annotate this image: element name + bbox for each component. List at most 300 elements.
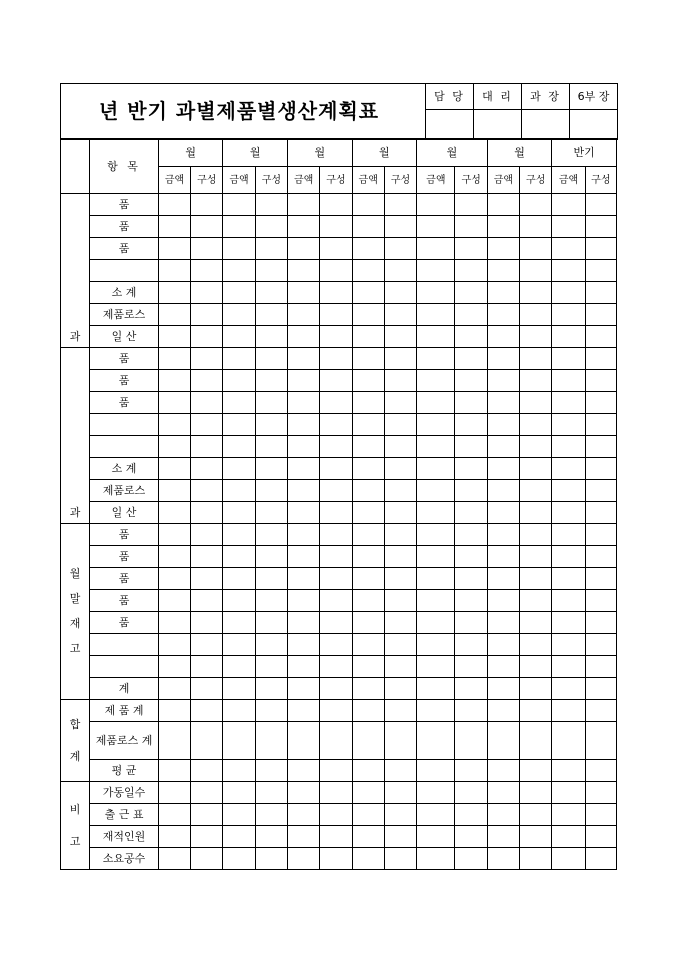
value-cell[interactable] bbox=[288, 590, 320, 612]
value-cell[interactable] bbox=[158, 634, 190, 656]
value-cell[interactable] bbox=[288, 216, 320, 238]
value-cell[interactable] bbox=[585, 436, 616, 458]
value-cell[interactable] bbox=[288, 392, 320, 414]
value-cell[interactable] bbox=[417, 480, 455, 502]
value-cell[interactable] bbox=[384, 282, 416, 304]
value-cell[interactable] bbox=[320, 194, 352, 216]
value-cell[interactable] bbox=[352, 282, 384, 304]
value-cell[interactable] bbox=[455, 392, 487, 414]
value-cell[interactable] bbox=[417, 590, 455, 612]
value-cell[interactable] bbox=[384, 414, 416, 436]
value-cell[interactable] bbox=[384, 216, 416, 238]
value-cell[interactable] bbox=[191, 370, 223, 392]
value-cell[interactable] bbox=[417, 326, 455, 348]
value-cell[interactable] bbox=[455, 414, 487, 436]
value-cell[interactable] bbox=[288, 414, 320, 436]
value-cell[interactable] bbox=[223, 568, 255, 590]
value-cell[interactable] bbox=[585, 782, 616, 804]
value-cell[interactable] bbox=[320, 590, 352, 612]
value-cell[interactable] bbox=[455, 568, 487, 590]
value-cell[interactable] bbox=[585, 722, 616, 760]
value-cell[interactable] bbox=[520, 326, 552, 348]
value-cell[interactable] bbox=[455, 282, 487, 304]
value-cell[interactable] bbox=[191, 348, 223, 370]
value-cell[interactable] bbox=[288, 634, 320, 656]
value-cell[interactable] bbox=[223, 480, 255, 502]
value-cell[interactable] bbox=[320, 524, 352, 546]
value-cell[interactable] bbox=[352, 392, 384, 414]
approval-sign-box[interactable] bbox=[426, 110, 474, 140]
value-cell[interactable] bbox=[223, 194, 255, 216]
value-cell[interactable] bbox=[158, 612, 190, 634]
value-cell[interactable] bbox=[223, 804, 255, 826]
value-cell[interactable] bbox=[487, 590, 519, 612]
value-cell[interactable] bbox=[191, 634, 223, 656]
value-cell[interactable] bbox=[552, 282, 585, 304]
value-cell[interactable] bbox=[158, 282, 190, 304]
value-cell[interactable] bbox=[158, 326, 190, 348]
value-cell[interactable] bbox=[352, 760, 384, 782]
value-cell[interactable] bbox=[520, 370, 552, 392]
value-cell[interactable] bbox=[352, 700, 384, 722]
value-cell[interactable] bbox=[417, 194, 455, 216]
value-cell[interactable] bbox=[352, 304, 384, 326]
value-cell[interactable] bbox=[158, 414, 190, 436]
value-cell[interactable] bbox=[585, 326, 616, 348]
value-cell[interactable] bbox=[487, 804, 519, 826]
value-cell[interactable] bbox=[320, 656, 352, 678]
value-cell[interactable] bbox=[520, 760, 552, 782]
value-cell[interactable] bbox=[158, 458, 190, 480]
value-cell[interactable] bbox=[191, 700, 223, 722]
value-cell[interactable] bbox=[384, 568, 416, 590]
value-cell[interactable] bbox=[255, 678, 287, 700]
value-cell[interactable] bbox=[158, 216, 190, 238]
value-cell[interactable] bbox=[585, 480, 616, 502]
value-cell[interactable] bbox=[255, 804, 287, 826]
value-cell[interactable] bbox=[255, 194, 287, 216]
value-cell[interactable] bbox=[352, 348, 384, 370]
value-cell[interactable] bbox=[585, 678, 616, 700]
value-cell[interactable] bbox=[520, 656, 552, 678]
value-cell[interactable] bbox=[487, 722, 519, 760]
value-cell[interactable] bbox=[320, 326, 352, 348]
value-cell[interactable] bbox=[455, 502, 487, 524]
value-cell[interactable] bbox=[520, 568, 552, 590]
value-cell[interactable] bbox=[552, 194, 585, 216]
value-cell[interactable] bbox=[223, 370, 255, 392]
value-cell[interactable] bbox=[552, 634, 585, 656]
value-cell[interactable] bbox=[255, 782, 287, 804]
value-cell[interactable] bbox=[223, 282, 255, 304]
value-cell[interactable] bbox=[255, 546, 287, 568]
value-cell[interactable] bbox=[288, 304, 320, 326]
value-cell[interactable] bbox=[191, 260, 223, 282]
value-cell[interactable] bbox=[552, 370, 585, 392]
value-cell[interactable] bbox=[552, 326, 585, 348]
value-cell[interactable] bbox=[455, 260, 487, 282]
value-cell[interactable] bbox=[158, 392, 190, 414]
value-cell[interactable] bbox=[552, 546, 585, 568]
value-cell[interactable] bbox=[455, 612, 487, 634]
value-cell[interactable] bbox=[158, 782, 190, 804]
value-cell[interactable] bbox=[585, 804, 616, 826]
value-cell[interactable] bbox=[384, 782, 416, 804]
value-cell[interactable] bbox=[552, 848, 585, 870]
value-cell[interactable] bbox=[191, 392, 223, 414]
value-cell[interactable] bbox=[585, 194, 616, 216]
value-cell[interactable] bbox=[520, 590, 552, 612]
value-cell[interactable] bbox=[384, 678, 416, 700]
value-cell[interactable] bbox=[585, 568, 616, 590]
value-cell[interactable] bbox=[417, 656, 455, 678]
value-cell[interactable] bbox=[552, 804, 585, 826]
value-cell[interactable] bbox=[320, 546, 352, 568]
value-cell[interactable] bbox=[585, 370, 616, 392]
value-cell[interactable] bbox=[191, 304, 223, 326]
value-cell[interactable] bbox=[352, 848, 384, 870]
value-cell[interactable] bbox=[585, 458, 616, 480]
value-cell[interactable] bbox=[520, 502, 552, 524]
value-cell[interactable] bbox=[417, 458, 455, 480]
value-cell[interactable] bbox=[384, 304, 416, 326]
value-cell[interactable] bbox=[384, 392, 416, 414]
value-cell[interactable] bbox=[158, 502, 190, 524]
value-cell[interactable] bbox=[487, 568, 519, 590]
value-cell[interactable] bbox=[288, 656, 320, 678]
value-cell[interactable] bbox=[585, 414, 616, 436]
value-cell[interactable] bbox=[352, 612, 384, 634]
value-cell[interactable] bbox=[487, 546, 519, 568]
value-cell[interactable] bbox=[384, 326, 416, 348]
value-cell[interactable] bbox=[352, 524, 384, 546]
value-cell[interactable] bbox=[191, 760, 223, 782]
value-cell[interactable] bbox=[255, 760, 287, 782]
value-cell[interactable] bbox=[520, 782, 552, 804]
value-cell[interactable] bbox=[384, 194, 416, 216]
value-cell[interactable] bbox=[255, 722, 287, 760]
value-cell[interactable] bbox=[255, 304, 287, 326]
value-cell[interactable] bbox=[417, 524, 455, 546]
value-cell[interactable] bbox=[223, 392, 255, 414]
value-cell[interactable] bbox=[352, 370, 384, 392]
value-cell[interactable] bbox=[320, 760, 352, 782]
value-cell[interactable] bbox=[520, 612, 552, 634]
value-cell[interactable] bbox=[552, 348, 585, 370]
value-cell[interactable] bbox=[520, 458, 552, 480]
value-cell[interactable] bbox=[288, 782, 320, 804]
approval-sign-box[interactable] bbox=[474, 110, 522, 140]
value-cell[interactable] bbox=[191, 782, 223, 804]
value-cell[interactable] bbox=[417, 304, 455, 326]
value-cell[interactable] bbox=[384, 260, 416, 282]
value-cell[interactable] bbox=[223, 634, 255, 656]
value-cell[interactable] bbox=[487, 760, 519, 782]
value-cell[interactable] bbox=[320, 782, 352, 804]
value-cell[interactable] bbox=[552, 260, 585, 282]
value-cell[interactable] bbox=[288, 826, 320, 848]
value-cell[interactable] bbox=[320, 722, 352, 760]
value-cell[interactable] bbox=[158, 826, 190, 848]
value-cell[interactable] bbox=[255, 414, 287, 436]
value-cell[interactable] bbox=[552, 722, 585, 760]
value-cell[interactable] bbox=[417, 678, 455, 700]
value-cell[interactable] bbox=[320, 392, 352, 414]
value-cell[interactable] bbox=[585, 392, 616, 414]
value-cell[interactable] bbox=[585, 282, 616, 304]
value-cell[interactable] bbox=[552, 480, 585, 502]
value-cell[interactable] bbox=[417, 848, 455, 870]
value-cell[interactable] bbox=[552, 458, 585, 480]
value-cell[interactable] bbox=[487, 458, 519, 480]
value-cell[interactable] bbox=[384, 590, 416, 612]
value-cell[interactable] bbox=[288, 458, 320, 480]
value-cell[interactable] bbox=[255, 458, 287, 480]
value-cell[interactable] bbox=[417, 436, 455, 458]
value-cell[interactable] bbox=[255, 568, 287, 590]
value-cell[interactable] bbox=[585, 502, 616, 524]
value-cell[interactable] bbox=[552, 414, 585, 436]
value-cell[interactable] bbox=[455, 546, 487, 568]
value-cell[interactable] bbox=[520, 304, 552, 326]
value-cell[interactable] bbox=[384, 656, 416, 678]
value-cell[interactable] bbox=[585, 760, 616, 782]
value-cell[interactable] bbox=[487, 656, 519, 678]
value-cell[interactable] bbox=[288, 760, 320, 782]
value-cell[interactable] bbox=[455, 238, 487, 260]
value-cell[interactable] bbox=[158, 260, 190, 282]
value-cell[interactable] bbox=[320, 700, 352, 722]
value-cell[interactable] bbox=[552, 524, 585, 546]
value-cell[interactable] bbox=[552, 216, 585, 238]
value-cell[interactable] bbox=[552, 436, 585, 458]
value-cell[interactable] bbox=[487, 370, 519, 392]
value-cell[interactable] bbox=[520, 826, 552, 848]
value-cell[interactable] bbox=[487, 282, 519, 304]
value-cell[interactable] bbox=[384, 458, 416, 480]
value-cell[interactable] bbox=[288, 194, 320, 216]
value-cell[interactable] bbox=[352, 804, 384, 826]
value-cell[interactable] bbox=[455, 326, 487, 348]
value-cell[interactable] bbox=[288, 436, 320, 458]
value-cell[interactable] bbox=[158, 760, 190, 782]
value-cell[interactable] bbox=[255, 656, 287, 678]
value-cell[interactable] bbox=[320, 826, 352, 848]
value-cell[interactable] bbox=[288, 238, 320, 260]
value-cell[interactable] bbox=[191, 590, 223, 612]
value-cell[interactable] bbox=[158, 546, 190, 568]
value-cell[interactable] bbox=[384, 700, 416, 722]
value-cell[interactable] bbox=[384, 480, 416, 502]
value-cell[interactable] bbox=[487, 326, 519, 348]
value-cell[interactable] bbox=[320, 848, 352, 870]
value-cell[interactable] bbox=[520, 546, 552, 568]
value-cell[interactable] bbox=[384, 760, 416, 782]
value-cell[interactable] bbox=[487, 348, 519, 370]
value-cell[interactable] bbox=[417, 392, 455, 414]
value-cell[interactable] bbox=[288, 502, 320, 524]
value-cell[interactable] bbox=[352, 826, 384, 848]
value-cell[interactable] bbox=[158, 370, 190, 392]
value-cell[interactable] bbox=[417, 634, 455, 656]
value-cell[interactable] bbox=[417, 238, 455, 260]
value-cell[interactable] bbox=[455, 370, 487, 392]
value-cell[interactable] bbox=[455, 524, 487, 546]
value-cell[interactable] bbox=[520, 194, 552, 216]
value-cell[interactable] bbox=[255, 634, 287, 656]
value-cell[interactable] bbox=[417, 282, 455, 304]
value-cell[interactable] bbox=[520, 524, 552, 546]
value-cell[interactable] bbox=[255, 480, 287, 502]
value-cell[interactable] bbox=[288, 804, 320, 826]
value-cell[interactable] bbox=[255, 238, 287, 260]
value-cell[interactable] bbox=[288, 722, 320, 760]
value-cell[interactable] bbox=[191, 216, 223, 238]
value-cell[interactable] bbox=[487, 826, 519, 848]
value-cell[interactable] bbox=[191, 436, 223, 458]
value-cell[interactable] bbox=[520, 348, 552, 370]
value-cell[interactable] bbox=[191, 722, 223, 760]
value-cell[interactable] bbox=[585, 590, 616, 612]
value-cell[interactable] bbox=[288, 260, 320, 282]
value-cell[interactable] bbox=[552, 760, 585, 782]
value-cell[interactable] bbox=[585, 546, 616, 568]
value-cell[interactable] bbox=[552, 826, 585, 848]
value-cell[interactable] bbox=[288, 326, 320, 348]
value-cell[interactable] bbox=[384, 612, 416, 634]
value-cell[interactable] bbox=[320, 502, 352, 524]
value-cell[interactable] bbox=[158, 700, 190, 722]
value-cell[interactable] bbox=[255, 612, 287, 634]
value-cell[interactable] bbox=[352, 546, 384, 568]
value-cell[interactable] bbox=[223, 590, 255, 612]
value-cell[interactable] bbox=[384, 502, 416, 524]
value-cell[interactable] bbox=[223, 436, 255, 458]
value-cell[interactable] bbox=[158, 480, 190, 502]
value-cell[interactable] bbox=[320, 370, 352, 392]
value-cell[interactable] bbox=[352, 782, 384, 804]
value-cell[interactable] bbox=[455, 826, 487, 848]
value-cell[interactable] bbox=[320, 414, 352, 436]
value-cell[interactable] bbox=[520, 414, 552, 436]
value-cell[interactable] bbox=[191, 826, 223, 848]
value-cell[interactable] bbox=[158, 804, 190, 826]
value-cell[interactable] bbox=[455, 480, 487, 502]
value-cell[interactable] bbox=[255, 502, 287, 524]
value-cell[interactable] bbox=[552, 502, 585, 524]
value-cell[interactable] bbox=[352, 634, 384, 656]
value-cell[interactable] bbox=[487, 612, 519, 634]
value-cell[interactable] bbox=[487, 634, 519, 656]
value-cell[interactable] bbox=[158, 568, 190, 590]
value-cell[interactable] bbox=[191, 546, 223, 568]
value-cell[interactable] bbox=[223, 414, 255, 436]
value-cell[interactable] bbox=[455, 656, 487, 678]
value-cell[interactable] bbox=[455, 722, 487, 760]
value-cell[interactable] bbox=[158, 348, 190, 370]
value-cell[interactable] bbox=[288, 480, 320, 502]
value-cell[interactable] bbox=[520, 722, 552, 760]
value-cell[interactable] bbox=[417, 804, 455, 826]
value-cell[interactable] bbox=[223, 348, 255, 370]
value-cell[interactable] bbox=[585, 612, 616, 634]
value-cell[interactable] bbox=[320, 678, 352, 700]
value-cell[interactable] bbox=[255, 826, 287, 848]
value-cell[interactable] bbox=[455, 436, 487, 458]
value-cell[interactable] bbox=[552, 656, 585, 678]
value-cell[interactable] bbox=[585, 656, 616, 678]
value-cell[interactable] bbox=[320, 238, 352, 260]
value-cell[interactable] bbox=[487, 392, 519, 414]
value-cell[interactable] bbox=[255, 590, 287, 612]
value-cell[interactable] bbox=[191, 502, 223, 524]
value-cell[interactable] bbox=[352, 722, 384, 760]
value-cell[interactable] bbox=[384, 722, 416, 760]
value-cell[interactable] bbox=[223, 612, 255, 634]
value-cell[interactable] bbox=[191, 848, 223, 870]
value-cell[interactable] bbox=[520, 700, 552, 722]
value-cell[interactable] bbox=[352, 216, 384, 238]
value-cell[interactable] bbox=[520, 436, 552, 458]
value-cell[interactable] bbox=[320, 216, 352, 238]
value-cell[interactable] bbox=[320, 612, 352, 634]
value-cell[interactable] bbox=[223, 216, 255, 238]
value-cell[interactable] bbox=[352, 502, 384, 524]
value-cell[interactable] bbox=[223, 760, 255, 782]
value-cell[interactable] bbox=[158, 524, 190, 546]
value-cell[interactable] bbox=[191, 326, 223, 348]
value-cell[interactable] bbox=[223, 238, 255, 260]
value-cell[interactable] bbox=[288, 700, 320, 722]
value-cell[interactable] bbox=[417, 568, 455, 590]
value-cell[interactable] bbox=[191, 480, 223, 502]
value-cell[interactable] bbox=[417, 782, 455, 804]
value-cell[interactable] bbox=[455, 634, 487, 656]
value-cell[interactable] bbox=[320, 634, 352, 656]
value-cell[interactable] bbox=[384, 634, 416, 656]
value-cell[interactable] bbox=[585, 216, 616, 238]
value-cell[interactable] bbox=[585, 826, 616, 848]
value-cell[interactable] bbox=[455, 848, 487, 870]
value-cell[interactable] bbox=[158, 848, 190, 870]
value-cell[interactable] bbox=[158, 722, 190, 760]
value-cell[interactable] bbox=[255, 392, 287, 414]
value-cell[interactable] bbox=[455, 458, 487, 480]
value-cell[interactable] bbox=[552, 304, 585, 326]
value-cell[interactable] bbox=[520, 804, 552, 826]
value-cell[interactable] bbox=[417, 826, 455, 848]
value-cell[interactable] bbox=[384, 546, 416, 568]
value-cell[interactable] bbox=[585, 634, 616, 656]
value-cell[interactable] bbox=[455, 678, 487, 700]
value-cell[interactable] bbox=[384, 238, 416, 260]
value-cell[interactable] bbox=[352, 458, 384, 480]
value-cell[interactable] bbox=[288, 678, 320, 700]
value-cell[interactable] bbox=[223, 260, 255, 282]
value-cell[interactable] bbox=[384, 348, 416, 370]
value-cell[interactable] bbox=[384, 524, 416, 546]
value-cell[interactable] bbox=[455, 216, 487, 238]
value-cell[interactable] bbox=[487, 700, 519, 722]
value-cell[interactable] bbox=[455, 590, 487, 612]
value-cell[interactable] bbox=[320, 436, 352, 458]
value-cell[interactable] bbox=[455, 700, 487, 722]
value-cell[interactable] bbox=[352, 590, 384, 612]
value-cell[interactable] bbox=[384, 804, 416, 826]
value-cell[interactable] bbox=[223, 826, 255, 848]
approval-sign-box[interactable] bbox=[522, 110, 570, 140]
value-cell[interactable] bbox=[552, 392, 585, 414]
